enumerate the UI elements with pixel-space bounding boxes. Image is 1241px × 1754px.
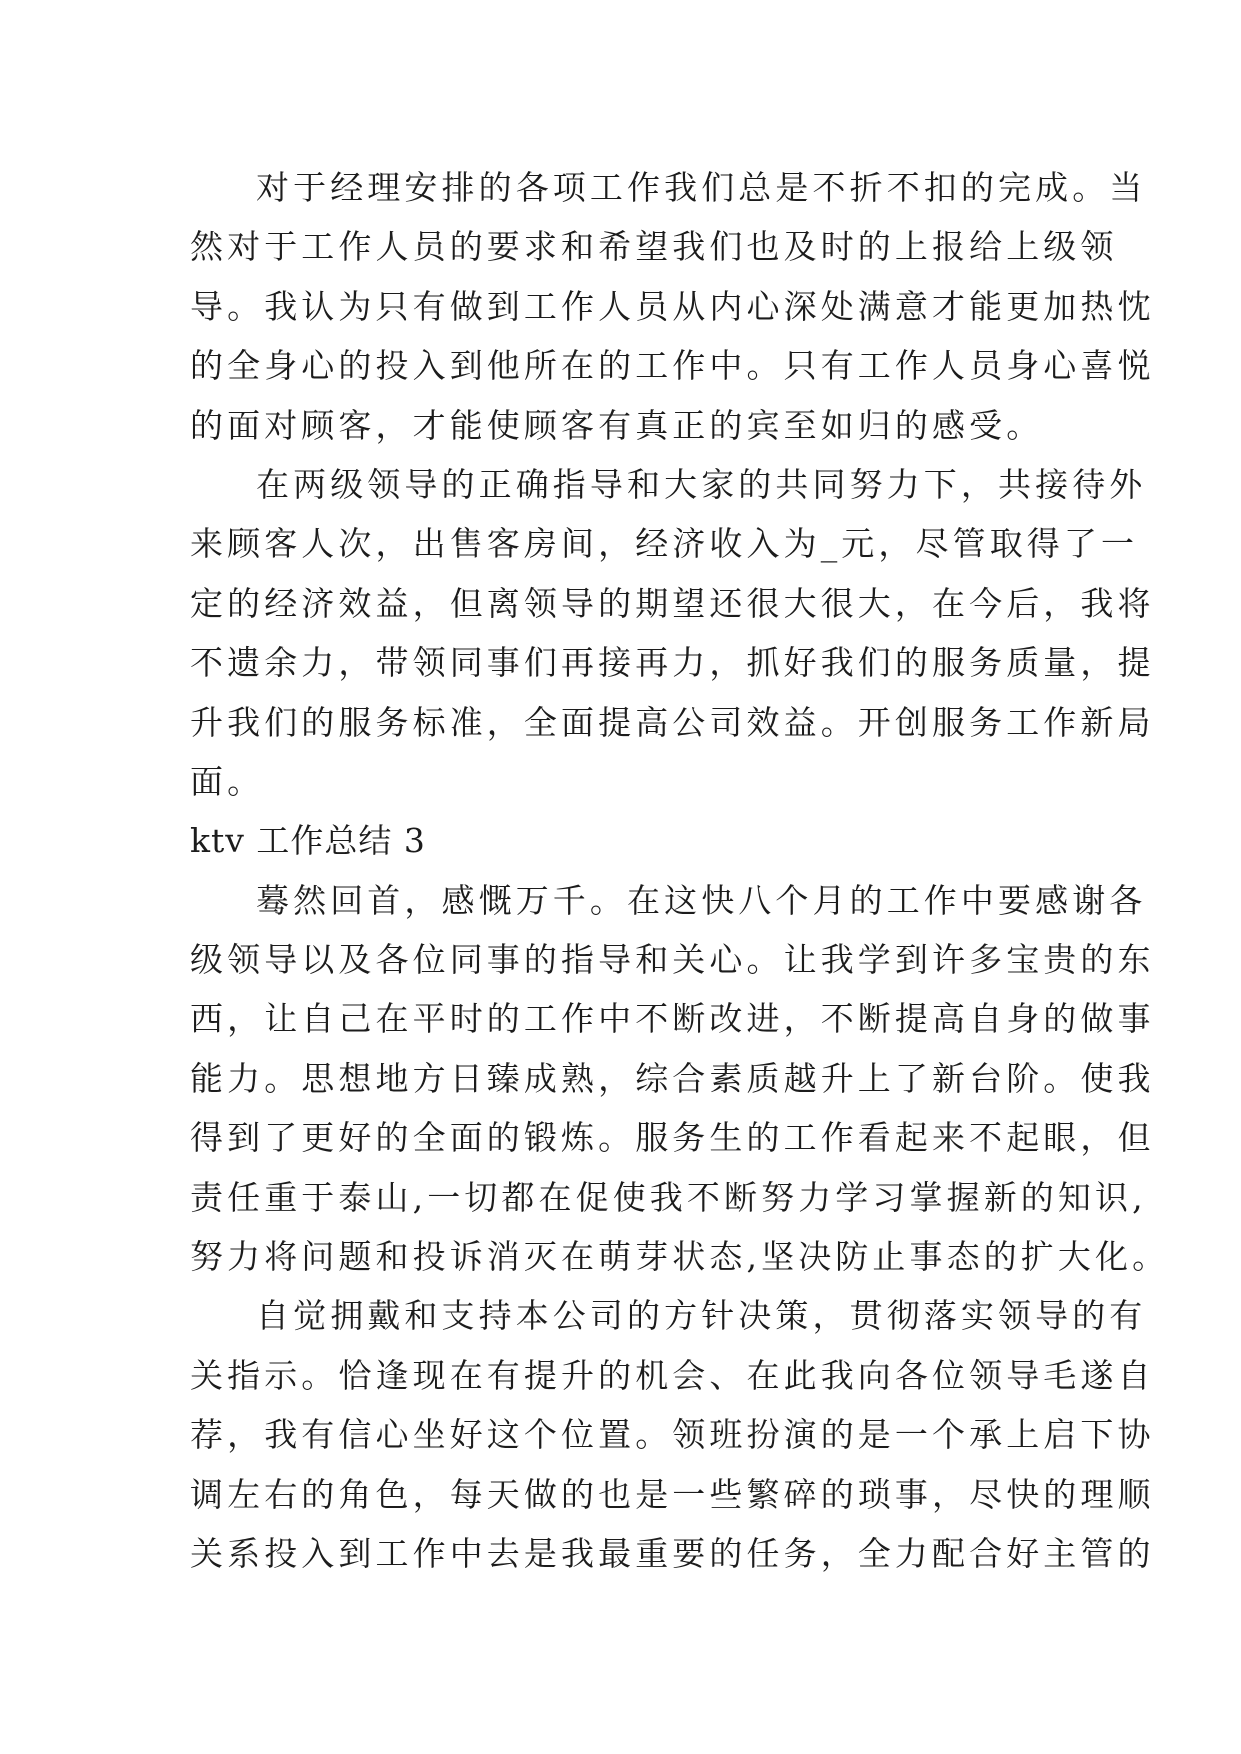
paragraph-line: 责任重于泰山,一切都在促使我不断努力学习掌握新的知识, [190, 1177, 1147, 1217]
section-heading: ktv 工作总结 3 [190, 821, 426, 861]
paragraph-line: 定的经济效益，但离领导的期望还很大很大，在今后，我将 [190, 583, 1155, 623]
paragraph-line: 导。我认为只有做到工作人员从内心深处满意才能更加热忱 [190, 286, 1155, 326]
paragraph-line: 在两级领导的正确指导和大家的共同努力下，共接待外 [256, 464, 1147, 504]
paragraph-line: 不遗余力，带领同事们再接再力，抓好我们的服务质量，提 [190, 643, 1155, 683]
paragraph-line: 蓦然回首，感慨万千。在这快八个月的工作中要感谢各 [256, 880, 1147, 920]
paragraph-line: 调左右的角色，每天做的也是一些繁碎的琐事，尽快的理顺 [190, 1474, 1155, 1514]
paragraph-line: 得到了更好的全面的锻炼。服务生的工作看起来不起眼，但 [190, 1118, 1155, 1158]
paragraph-line: 关系投入到工作中去是我最重要的任务，全力配合好主管的 [190, 1533, 1155, 1573]
paragraph-line: 的全身心的投入到他所在的工作中。只有工作人员身心喜悦 [190, 346, 1155, 386]
paragraph-line: 来顾客人次，出售客房间，经济收入为_元，尽管取得了一 [190, 524, 1139, 564]
paragraph-line: 面。 [190, 761, 265, 801]
paragraph-line: 自觉拥戴和支持本公司的方针决策，贯彻落实领导的有 [256, 1296, 1147, 1336]
paragraph-line: 然对于工作人员的要求和希望我们也及时的上报给上级领 [190, 227, 1118, 267]
paragraph-line: 级领导以及各位同事的指导和关心。让我学到许多宝贵的东 [190, 940, 1155, 980]
paragraph-line: 荐，我有信心坐好这个位置。领班扮演的是一个承上启下协 [190, 1415, 1155, 1455]
paragraph-line: 的面对顾客，才能使顾客有真正的宾至如归的感受。 [190, 405, 1044, 445]
paragraph-line: 能力。思想地方日臻成熟，综合素质越升上了新台阶。使我 [190, 1058, 1155, 1098]
paragraph-line: 升我们的服务标准，全面提高公司效益。开创服务工作新局 [190, 702, 1155, 742]
paragraph-line: 关指示。恰逢现在有提升的机会、在此我向各位领导毛遂自 [190, 1355, 1155, 1395]
document-body [190, 158, 1170, 1583]
paragraph-line: 对于经理安排的各项工作我们总是不折不扣的完成。当 [256, 168, 1147, 207]
paragraph-line: 西，让自己在平时的工作中不断改进，不断提高自身的做事 [190, 999, 1155, 1039]
paragraph-line: 努力将问题和投诉消灭在萌芽状态,坚决防止事态的扩大化。 [190, 1237, 1170, 1277]
